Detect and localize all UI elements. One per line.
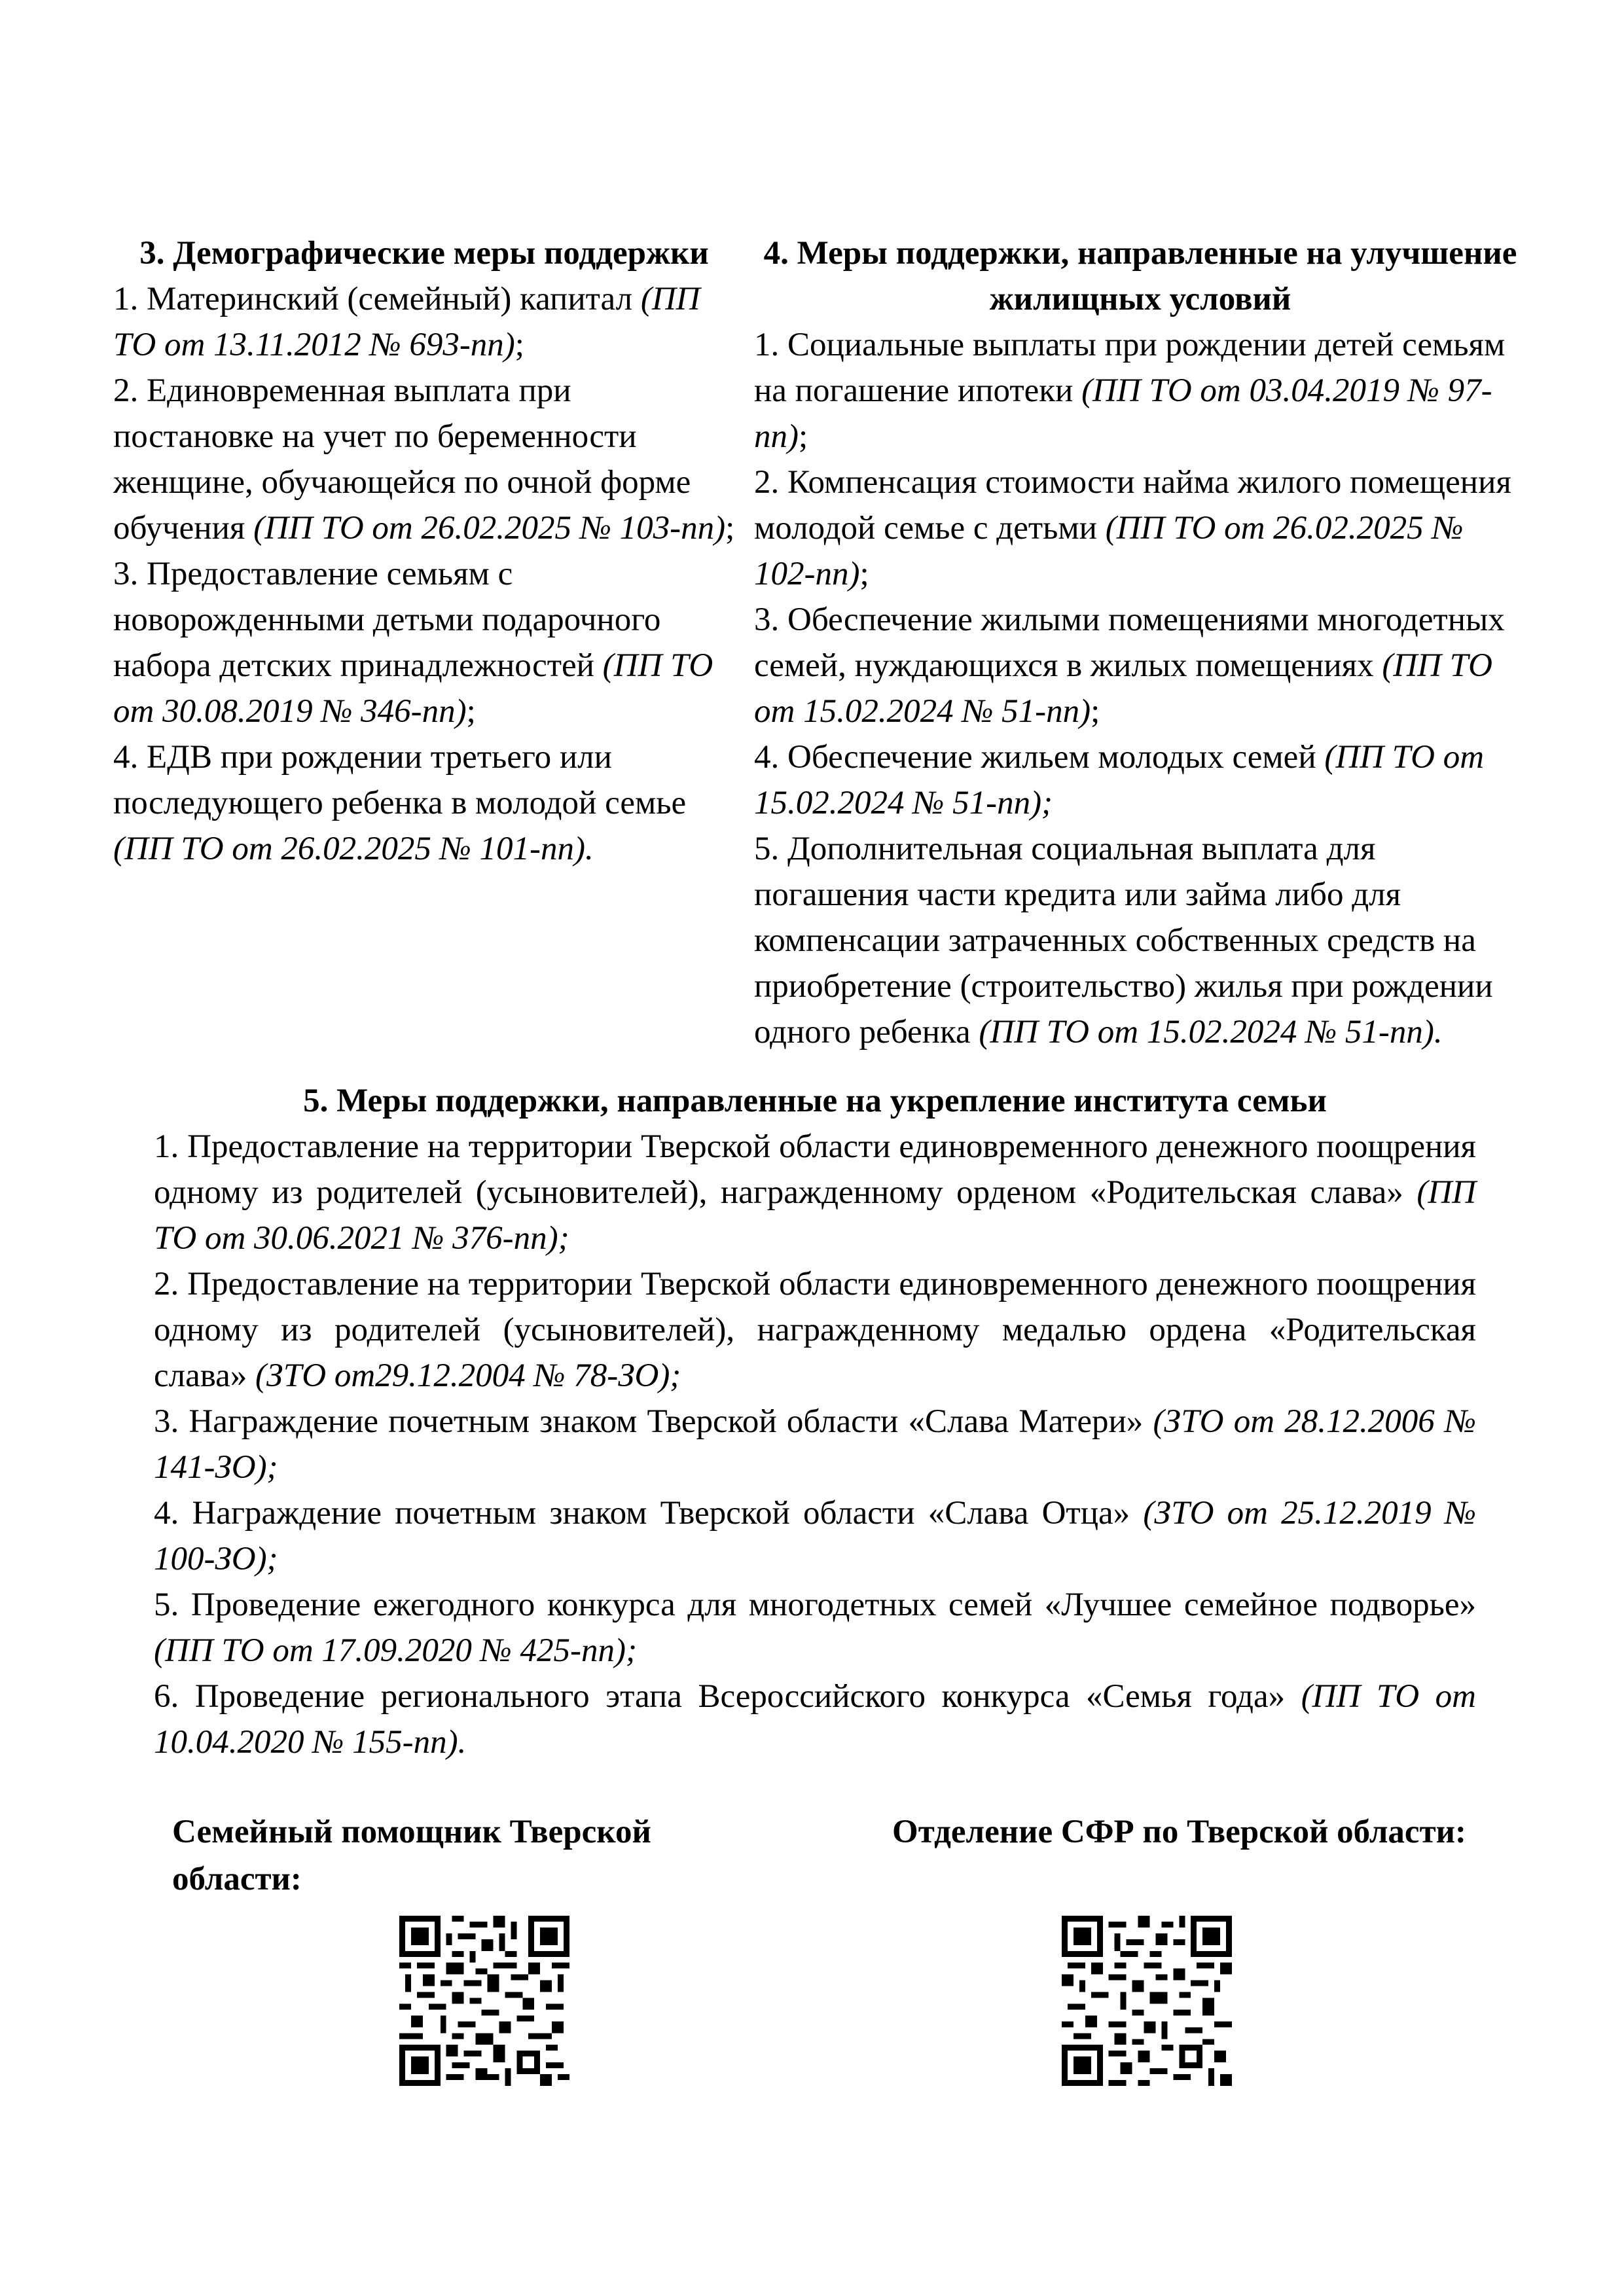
item-text: 1. Материнский (семейный) капитал — [113, 281, 641, 317]
sfr-office-qr-code[interactable] — [1062, 1916, 1232, 2086]
item-end: ; — [859, 556, 869, 592]
list-item — [154, 1582, 1476, 1674]
list-item — [154, 1674, 1476, 1765]
list-item — [113, 368, 735, 551]
item-text: 4. Обеспечение жильем молодых семей — [754, 739, 1325, 776]
item-end: ; — [514, 327, 524, 363]
legal-reference: (ПП ТО от 30.06.2021 № 376-пп); — [154, 1174, 1476, 1257]
item-text: 3. Обеспечение жилыми помещениями многодетных семей, нуждающихся в жилых помещениях — [754, 601, 1505, 684]
legal-reference: (ПП ТО от 03.04.2019 № 97-пп) — [754, 372, 1492, 455]
item-text: 1. Социальные выплаты при рождении детей семьям на погашение ипотеки — [754, 327, 1506, 409]
section-title: 3. Демографические меры поддержки — [139, 235, 709, 272]
legal-reference: (ПП ТО от 26.02.2025 № 101-пп). — [113, 831, 594, 867]
legal-reference: (ЗТО от 28.12.2006 № 141-ЗО); — [154, 1403, 1476, 1486]
list-item — [154, 1399, 1476, 1490]
section-title: 4. Меры поддержки, направленные на улучшение жилищных условий — [763, 235, 1517, 317]
item-end: ; — [1091, 693, 1100, 730]
list-item — [154, 1490, 1476, 1582]
list-item — [754, 322, 1526, 459]
item-text: 2. Предоставление на территории Тверской области единовременного денежного поощрения одному из родителей (усыновителей), награжденному медалью ордена «Родительская слава» — [154, 1266, 1476, 1394]
list-item — [113, 734, 735, 872]
item-text: 5. Дополнительная социальная выплата для погашения части кредита или займа либо для компенсации затраченных собственных средств на приобретение (строительство) жилья при рождении одного ребенка — [754, 831, 1493, 1050]
list-item — [154, 1261, 1476, 1399]
item-text: 2. Компенсация стоимости найма жилого помещения молодой семье с детьми — [754, 464, 1511, 547]
item-text: 3. Награждение почетным знаком Тверской области «Слава Матери» — [154, 1403, 1153, 1440]
section-title: 5. Меры поддержки, направленные на укрепление института семьи — [303, 1083, 1327, 1119]
legal-reference: (ЗТО от 25.12.2019 № 100-ЗО); — [154, 1495, 1476, 1577]
legal-reference: (ПП ТО от 15.02.2024 № 51-пп); — [754, 739, 1485, 821]
legal-reference: (ПП ТО от 26.02.2025 № 103-пп) — [253, 510, 726, 547]
item-text: 2. Единовременная выплата при постановке на учет по беременности женщине, обучающейся по очной форме обучения — [113, 372, 691, 547]
item-end: ; — [798, 418, 808, 455]
legal-reference: (ПП ТО от 10.04.2020 № 155-пп). — [154, 1678, 1476, 1761]
section-housing-measures — [754, 230, 1526, 1055]
family-assistant-qr-code[interactable] — [399, 1916, 569, 2086]
sfr-office-label: Отделение СФР по Тверской области: — [892, 1814, 1466, 1850]
list-item — [754, 597, 1526, 734]
item-end: ; — [466, 693, 476, 730]
item-end: ; — [725, 510, 735, 547]
list-item — [754, 826, 1526, 1055]
family-assistant-label: Семейный помощник Тверской области: — [172, 1814, 651, 1897]
item-text: 3. Предоставление семьям с новорожденными детьми подарочного набора детских принадлежностей — [113, 556, 661, 684]
legal-reference: (ЗТО от29.12.2004 № 78-ЗО); — [255, 1357, 681, 1394]
list-item — [754, 734, 1526, 826]
qr-code-icon — [399, 1916, 569, 2086]
item-text: 4. Награждение почетным знаком Тверской области «Слава Отца» — [154, 1495, 1144, 1532]
section-family-institution-measures — [154, 1078, 1476, 1765]
qr-code-icon — [1062, 1916, 1232, 2086]
legal-reference: (ПП ТО от 26.02.2025 № 102-пп) — [754, 510, 1464, 592]
list-item — [154, 1124, 1476, 1261]
list-item — [113, 276, 735, 368]
item-text: 6. Проведение регионального этапа Всероссийского конкурса «Семья года» — [154, 1678, 1301, 1715]
item-text: 1. Предоставление на территории Тверской области единовременного денежного поощрения одному из родителей (усыновителей), награжденному орденом «Родительская слава» — [154, 1128, 1476, 1211]
legal-reference: (ПП ТО от 13.11.2012 № 693-пп) — [113, 281, 700, 363]
legal-reference: (ПП ТО от 15.02.2024 № 51-пп) — [754, 647, 1492, 730]
section-demographic-measures — [113, 230, 735, 872]
list-item — [754, 459, 1526, 597]
legal-reference: (ПП ТО от 15.02.2024 № 51-пп). — [979, 1014, 1443, 1050]
item-text: 5. Проведение ежегодного конкурса для многодетных семей «Лучшее семейное подворье» — [154, 1587, 1476, 1623]
list-item — [113, 551, 735, 734]
legal-reference: (ПП ТО от 17.09.2020 № 425-пп); — [154, 1632, 637, 1669]
legal-reference: (ПП ТО от 30.08.2019 № 346-пп) — [113, 647, 713, 730]
item-text: 4. ЕДВ при рождении третьего или последующего ребенка в молодой семье — [113, 739, 687, 821]
